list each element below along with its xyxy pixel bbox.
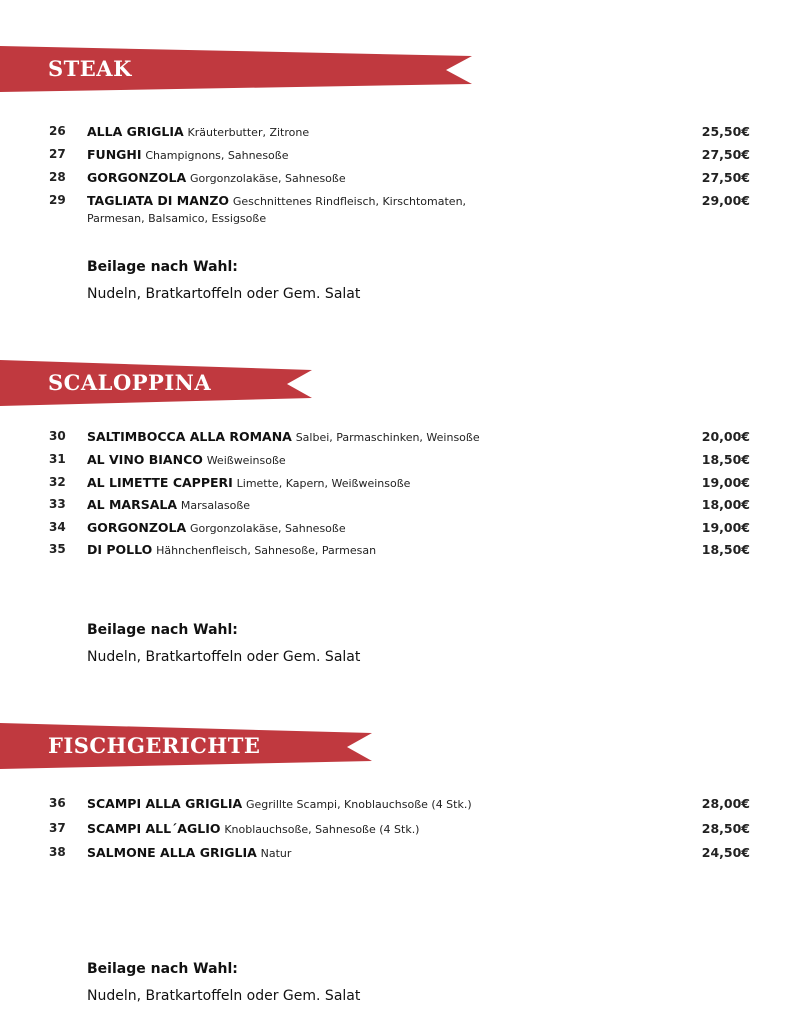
item-name: AL VINO BIANCO: [87, 452, 203, 467]
item-description: Limette, Kapern, Weißweinsoße: [236, 477, 411, 490]
section-banner-steak: [0, 46, 480, 92]
item-description: Weißweinsoße: [206, 454, 286, 467]
item-number: 34: [49, 520, 66, 534]
item-name: FUNGHI: [87, 147, 142, 162]
section-title: FISCHGERICHTE: [48, 733, 261, 758]
item-price: 28,50€: [701, 821, 750, 836]
item-name: ALLA GRIGLIA: [87, 124, 184, 139]
item-price: 18,50€: [701, 452, 750, 467]
item-name: GORGONZOLA: [87, 520, 187, 535]
item-name: AL LIMETTE CAPPERI: [87, 475, 233, 490]
item-name: SCAMPI ALL´AGLIO: [87, 821, 221, 836]
side-dish-options: Nudeln, Bratkartoffeln oder Gem. Salat: [87, 649, 361, 665]
item-number: 37: [49, 821, 66, 835]
item-description: Gorgonzolakäse, Sahnesoße: [190, 172, 346, 185]
item-price: 19,00€: [701, 475, 750, 490]
item-number: 32: [49, 475, 66, 489]
item-description: Champignons, Sahnesoße: [145, 149, 289, 162]
item-number: 33: [49, 497, 66, 511]
side-dish-label: Beilage nach Wahl:: [87, 259, 238, 275]
item-number: 31: [49, 452, 66, 466]
section-title: SCALOPPINA: [48, 370, 212, 395]
item-name: DI POLLO: [87, 542, 153, 557]
item-number: 29: [49, 193, 66, 207]
item-number: 28: [49, 170, 66, 184]
item-description: Marsalasoße: [180, 499, 251, 512]
side-dish-label: Beilage nach Wahl:: [87, 622, 238, 638]
item-name: SALTIMBOCCA ALLA ROMANA: [87, 429, 292, 444]
item-description: Gorgonzolakäse, Sahnesoße: [190, 522, 346, 535]
item-price: 18,00€: [701, 497, 750, 512]
side-dish-label: Beilage nach Wahl:: [87, 961, 238, 977]
side-dish-options: Nudeln, Bratkartoffeln oder Gem. Salat: [87, 988, 361, 1004]
item-description: Kräuterbutter, Zitrone: [187, 126, 310, 139]
section-banner-fischgerichte: [0, 723, 380, 769]
item-description: Hähnchenfleisch, Sahnesoße, Parmesan: [156, 544, 377, 557]
item-number: 30: [49, 429, 66, 443]
item-name: SALMONE ALLA GRIGLIA: [87, 845, 257, 860]
side-dish-options: Nudeln, Bratkartoffeln oder Gem. Salat: [87, 286, 361, 302]
item-description: Gegrillte Scampi, Knoblauchsoße (4 Stk.): [246, 798, 472, 811]
item-price: 20,00€: [701, 429, 750, 444]
item-number: 36: [49, 796, 66, 810]
section-title: STEAK: [48, 56, 132, 81]
item-number: 35: [49, 542, 66, 556]
item-price: 27,50€: [701, 147, 750, 162]
item-name: SCAMPI ALLA GRIGLIA: [87, 796, 243, 811]
item-price: 24,50€: [701, 845, 750, 860]
item-name: TAGLIATA DI MANZO: [87, 193, 230, 208]
item-number: 27: [49, 147, 66, 161]
item-description: Natur: [260, 847, 292, 860]
item-number: 26: [49, 124, 66, 138]
item-description: Geschnittenes Rindfleisch, Kirschtomaten, Parmesan, Balsamico, Essigsoße: [87, 195, 467, 225]
item-description: Salbei, Parmaschinken, Weinsoße: [295, 431, 480, 444]
item-name: AL MARSALA: [87, 497, 178, 512]
item-price: 28,00€: [701, 796, 750, 811]
item-price: 29,00€: [701, 193, 750, 208]
section-banner-scaloppina: [0, 360, 320, 406]
item-name: GORGONZOLA: [87, 170, 187, 185]
item-description: Knoblauchsoße, Sahnesoße (4 Stk.): [224, 823, 420, 836]
item-price: 27,50€: [701, 170, 750, 185]
item-price: 25,50€: [701, 124, 750, 139]
item-price: 19,00€: [701, 520, 750, 535]
item-price: 18,50€: [701, 542, 750, 557]
item-number: 38: [49, 845, 66, 859]
